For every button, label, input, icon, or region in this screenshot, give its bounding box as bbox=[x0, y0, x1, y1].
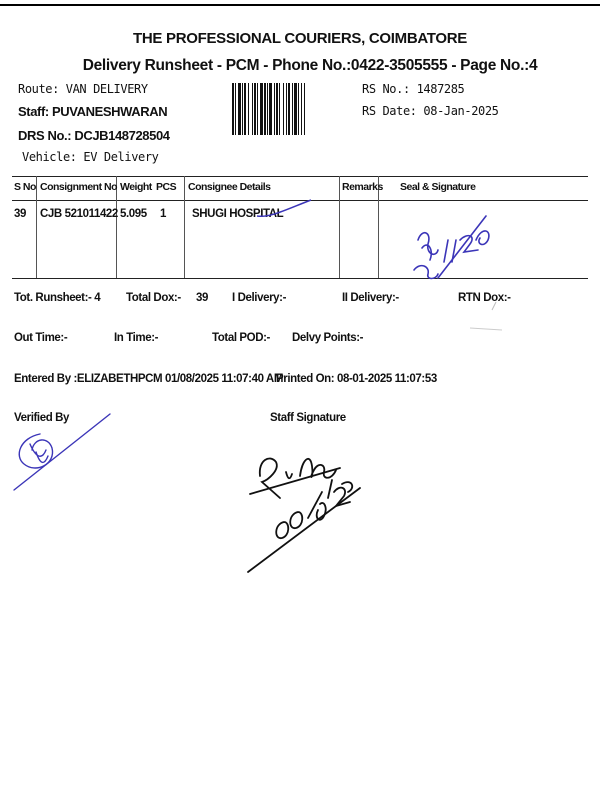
header-weight: Weight bbox=[120, 181, 152, 193]
header-consignee: Consignee Details bbox=[188, 181, 271, 193]
top-border bbox=[0, 4, 600, 6]
row-pcs: 1 bbox=[160, 208, 166, 220]
i-delivery: I Delivery:- bbox=[232, 292, 287, 304]
table-bottom-rule bbox=[12, 278, 588, 279]
in-time: In Time:- bbox=[114, 332, 159, 344]
printed-on: Printed On: 08-01-2025 11:07:53 bbox=[276, 373, 437, 385]
header-consignment: Consignment No bbox=[40, 181, 117, 193]
barcode bbox=[232, 83, 354, 135]
rs-date: RS Date: 08-Jan-2025 bbox=[362, 104, 499, 118]
header-remarks: Remarks bbox=[342, 181, 383, 193]
verified-by-label: Verified By bbox=[14, 412, 70, 424]
drs-number: DRS No.: DCJB148728504 bbox=[18, 128, 170, 143]
staff-signature-label: Staff Signature bbox=[270, 412, 346, 424]
row-consignee: SHUGI HOSPITAL bbox=[192, 208, 284, 220]
runsheet-title: Delivery Runsheet - PCM - Phone No.:0422-3505555 - Page No.:4 bbox=[82, 57, 538, 74]
header-seal: Seal & Signature bbox=[400, 181, 476, 193]
rs-number: RS No.: 1487285 bbox=[362, 82, 465, 96]
total-pod: Total POD:- bbox=[212, 332, 270, 344]
staff-label: Staff: PUVANESHWARAN bbox=[18, 104, 168, 119]
col-divider bbox=[184, 176, 185, 278]
route-label: Route: VAN DELIVERY bbox=[18, 82, 148, 96]
col-divider bbox=[339, 176, 340, 278]
header-sno: S No bbox=[14, 181, 36, 193]
entered-by: Entered By :ELIZABETHPCM 01/08/2025 11:07:40 AM bbox=[14, 373, 284, 385]
ii-delivery: II Delivery:- bbox=[342, 292, 399, 304]
total-dox-label: Total Dox:- bbox=[126, 292, 181, 304]
vehicle-label: Vehicle: EV Delivery bbox=[22, 150, 159, 164]
total-dox-value: 39 bbox=[196, 292, 208, 304]
delvy-points: Delvy Points:- bbox=[292, 332, 364, 344]
verifier-signature bbox=[10, 404, 120, 496]
company-name: THE PROFESSIONAL COURIERS, COIMBATORE bbox=[133, 30, 467, 47]
row-sno: 39 bbox=[14, 208, 26, 220]
tot-runsheet: Tot. Runsheet:- 4 bbox=[14, 292, 101, 304]
table-top-rule bbox=[12, 176, 588, 177]
out-time: Out Time:- bbox=[14, 332, 68, 344]
row-weight: 5.095 bbox=[120, 208, 147, 220]
rtn-dox: RTN Dox:- bbox=[458, 292, 511, 304]
row-consignment: CJB 521011422 bbox=[40, 208, 118, 220]
seal-signature-handwriting bbox=[408, 210, 498, 290]
scan-marks bbox=[440, 300, 510, 340]
header-pcs: PCS bbox=[156, 181, 177, 193]
col-divider bbox=[36, 176, 37, 278]
pen-stroke bbox=[255, 196, 315, 222]
staff-signature bbox=[240, 440, 370, 580]
